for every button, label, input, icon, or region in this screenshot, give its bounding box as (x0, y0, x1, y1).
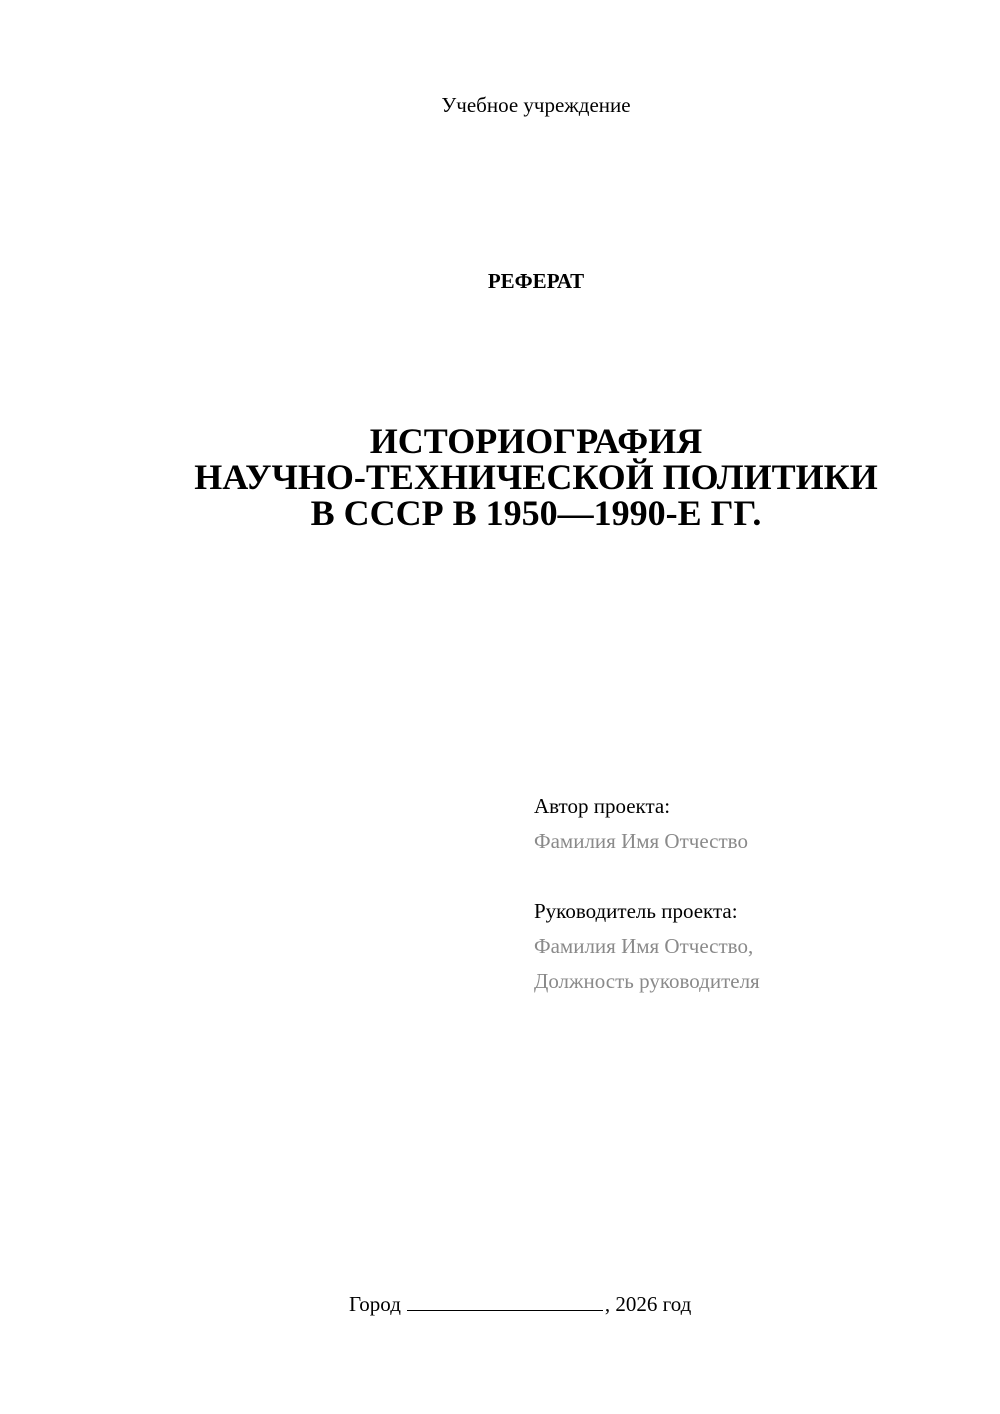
supervisor-position: Должность руководителя (534, 969, 760, 993)
document-type: РЕФЕРАТ (487, 269, 585, 293)
supervisor-name: Фамилия Имя Отчество, (534, 934, 754, 958)
credits-block (534, 789, 760, 999)
credits-spacer (534, 859, 760, 894)
title-line-3: В СССР В 1950—1990-Е ГГ. (310, 493, 762, 533)
author-label: Автор проекта: (534, 794, 671, 818)
supervisor-label: Руководитель проекта: (534, 899, 738, 923)
title-line-2: НАУЧНО-ТЕХНИЧЕСКОЙ ПОЛИТИКИ (194, 457, 878, 497)
institution-name: Учебное учреждение (441, 93, 631, 117)
title-line-1: ИСТОРИОГРАФИЯ (369, 421, 703, 461)
document-title (0, 423, 1000, 531)
city-blank-line (407, 1290, 603, 1311)
footer-city-year (349, 1290, 691, 1318)
year-text: , 2026 год (604, 1292, 692, 1316)
author-name: Фамилия Имя Отчество (534, 829, 748, 853)
city-label: Город (349, 1292, 401, 1316)
